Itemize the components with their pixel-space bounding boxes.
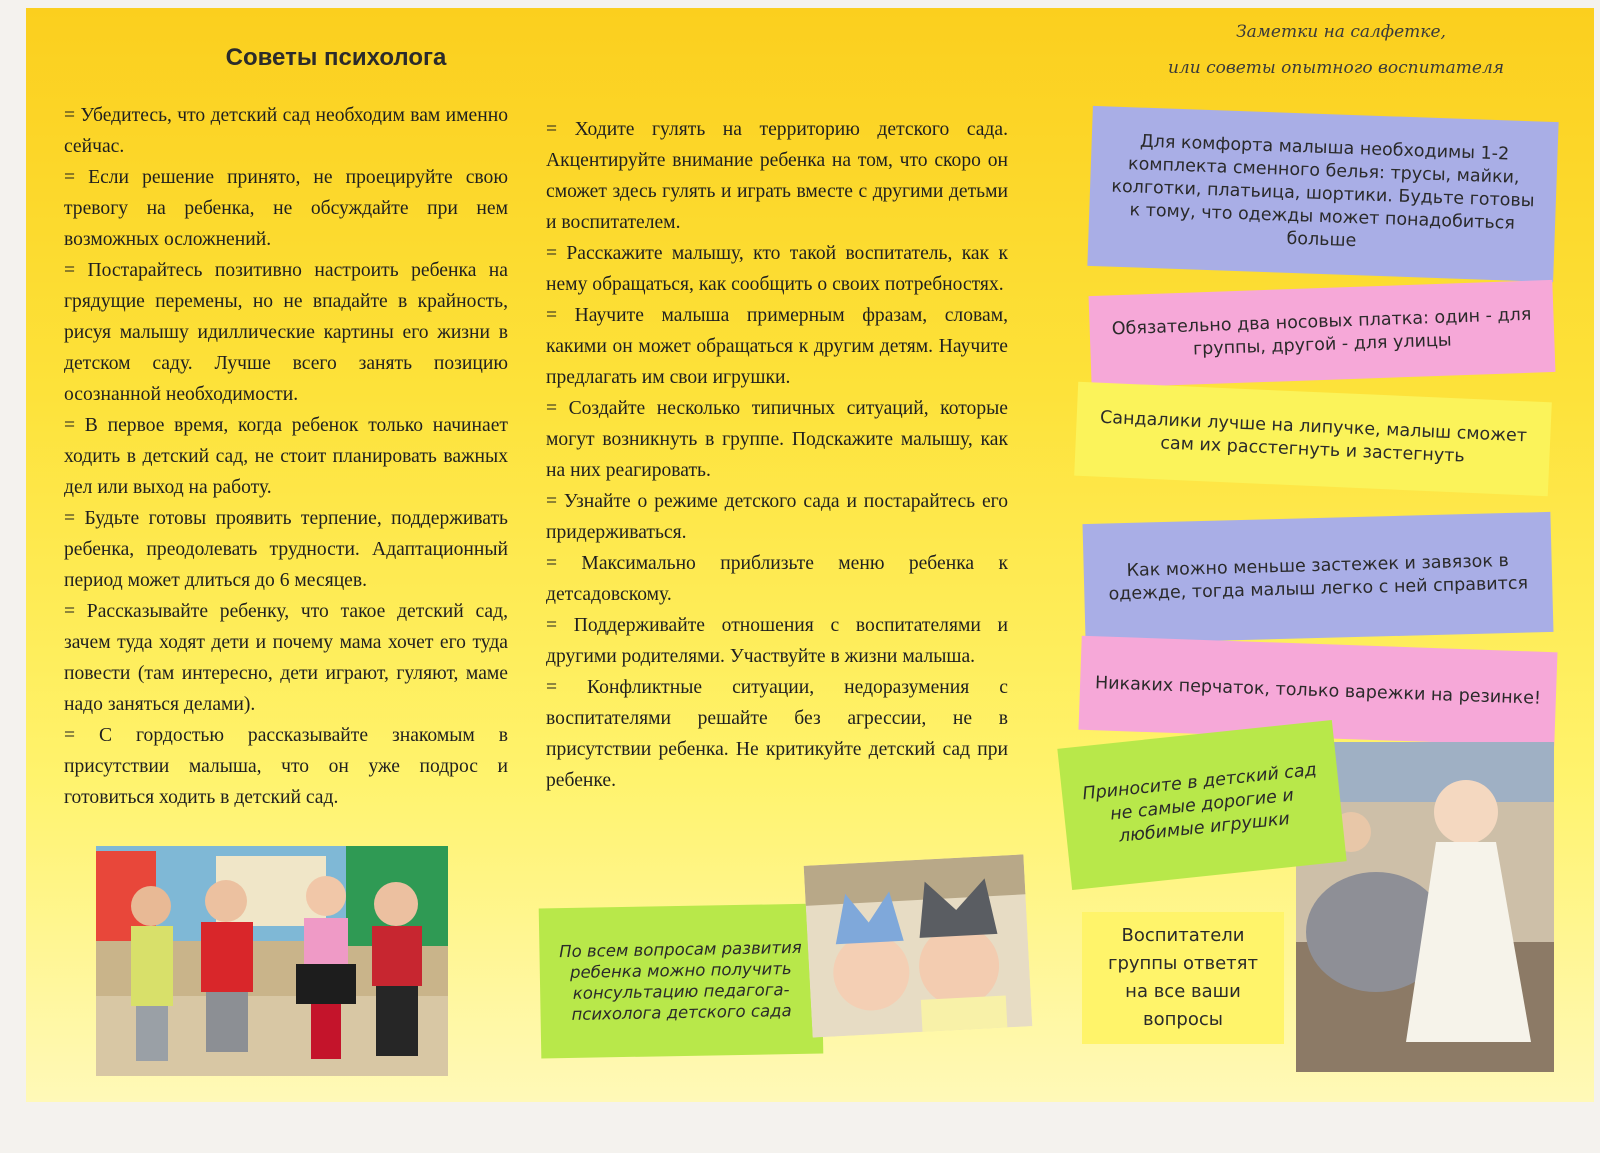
parent-tips-column	[546, 114, 1008, 796]
psychologist-tips-column	[64, 100, 508, 813]
tip-paragraph: = Конфликтные ситуации, недоразумения с воспитателями решайте без агрессии, не в присутствии ребенка. Не критикуйте детский сад при ребенке.	[546, 677, 1008, 791]
tip-paragraph: = Создайте несколько типичных ситуаций, которые могут возникнуть в группе. Подскажите малышу, как на них реагировать.	[546, 398, 1008, 481]
brochure-sheet	[26, 8, 1594, 1102]
tip-paragraph: = Узнайте о режиме детского сада и постарайтесь его придерживаться.	[546, 491, 1008, 543]
tip-paragraph: = Будьте готовы проявить терпение, поддерживать ребенка, преодолевать трудности. Адаптационный период может длиться до 6 месяцев.	[64, 508, 508, 591]
napkin-notes-subheading: или советы опытного воспитателя	[1167, 58, 1505, 78]
note-toys: Приносите в детский сад не самые дорогие и любимые игрушки	[1057, 720, 1346, 890]
tip-paragraph: = Убедитесь, что детский сад необходим вам именно сейчас.	[64, 105, 508, 157]
note-spare-clothes: Для комфорта малыша необходимы 1-2 комплекта сменного белья: трусы, майки, колготки, платьица, шортики. Будьте готовы к тому, что одежды может понадобиться больше	[1087, 106, 1558, 282]
napkin-notes-heading: Заметки на салфетке,	[1236, 22, 1446, 42]
tip-paragraph: = Если решение принято, не проецируйте свою тревогу на ребенка, не обсуждайте при нем возможных осложнений.	[64, 167, 508, 250]
tip-paragraph: = Рассказывайте ребенку, что такое детский сад, зачем туда ходят дети и почему мама хочет его туда повести (там интересно, дети играют, гуляют, маме надо заняться делами).	[64, 601, 508, 715]
tip-paragraph: = С гордостью рассказывайте знакомым в присутствии малыша, что он уже подрос и готовиться ходить в детский сад.	[64, 725, 508, 808]
consultation-note: По всем вопросам развития ребенка можно получить консультацию педагога-психолога детского сада	[539, 904, 824, 1059]
tip-paragraph: = В первое время, когда ребенок только начинает ходить в детский сад, не стоит планировать важных дел или выход на работу.	[64, 415, 508, 498]
tip-paragraph: = Научите малыша примерным фразам, словам, какими он может обращаться к другим детям. Научите предлагать им свои игрушки.	[546, 305, 1008, 388]
tip-paragraph: = Расскажите малышу, кто такой воспитатель, как к нему обращаться, как сообщить о своих потребностях.	[546, 243, 1008, 295]
tip-paragraph: = Ходите гулять на территорию детского сада. Акцентируйте внимание ребенка на том, что скоро он сможет здесь гулять и играть вместе с другими детьми и воспитателем.	[546, 119, 1008, 233]
children-group-photo	[96, 846, 448, 1076]
note-fasteners: Как можно меньше застежек и завязок в одежде, тогда малыш легко с ней справится	[1083, 512, 1554, 644]
children-masks-photo	[804, 854, 1033, 1037]
note-sandals: Сандалики лучше на липучке, малыш сможет сам их расстегнуть и застегнуть	[1074, 382, 1552, 497]
note-mittens: Никаких перчаток, только варежки на резинке!	[1079, 636, 1558, 747]
tip-paragraph: = Максимально приблизьте меню ребенка к детсадовскому.	[546, 553, 1008, 605]
note-handkerchiefs: Обязательно два носовых платка: один - для группы, другой - для улицы	[1089, 280, 1556, 388]
psychologist-tips-title: Советы психолога	[225, 44, 447, 71]
tip-paragraph: = Поддерживайте отношения с воспитателями и другими родителями. Участвуйте в жизни малыша.	[546, 615, 1008, 667]
note-teachers: Воспитатели группы ответят на все ваши вопросы	[1082, 912, 1284, 1044]
tip-paragraph: = Постарайтесь позитивно настроить ребенка на грядущие перемены, но не впадайте в крайность, рисуя малышу идиллические картины его жизни в детском саду. Лучше всего занять позицию осознанной необходимости.	[64, 260, 508, 405]
